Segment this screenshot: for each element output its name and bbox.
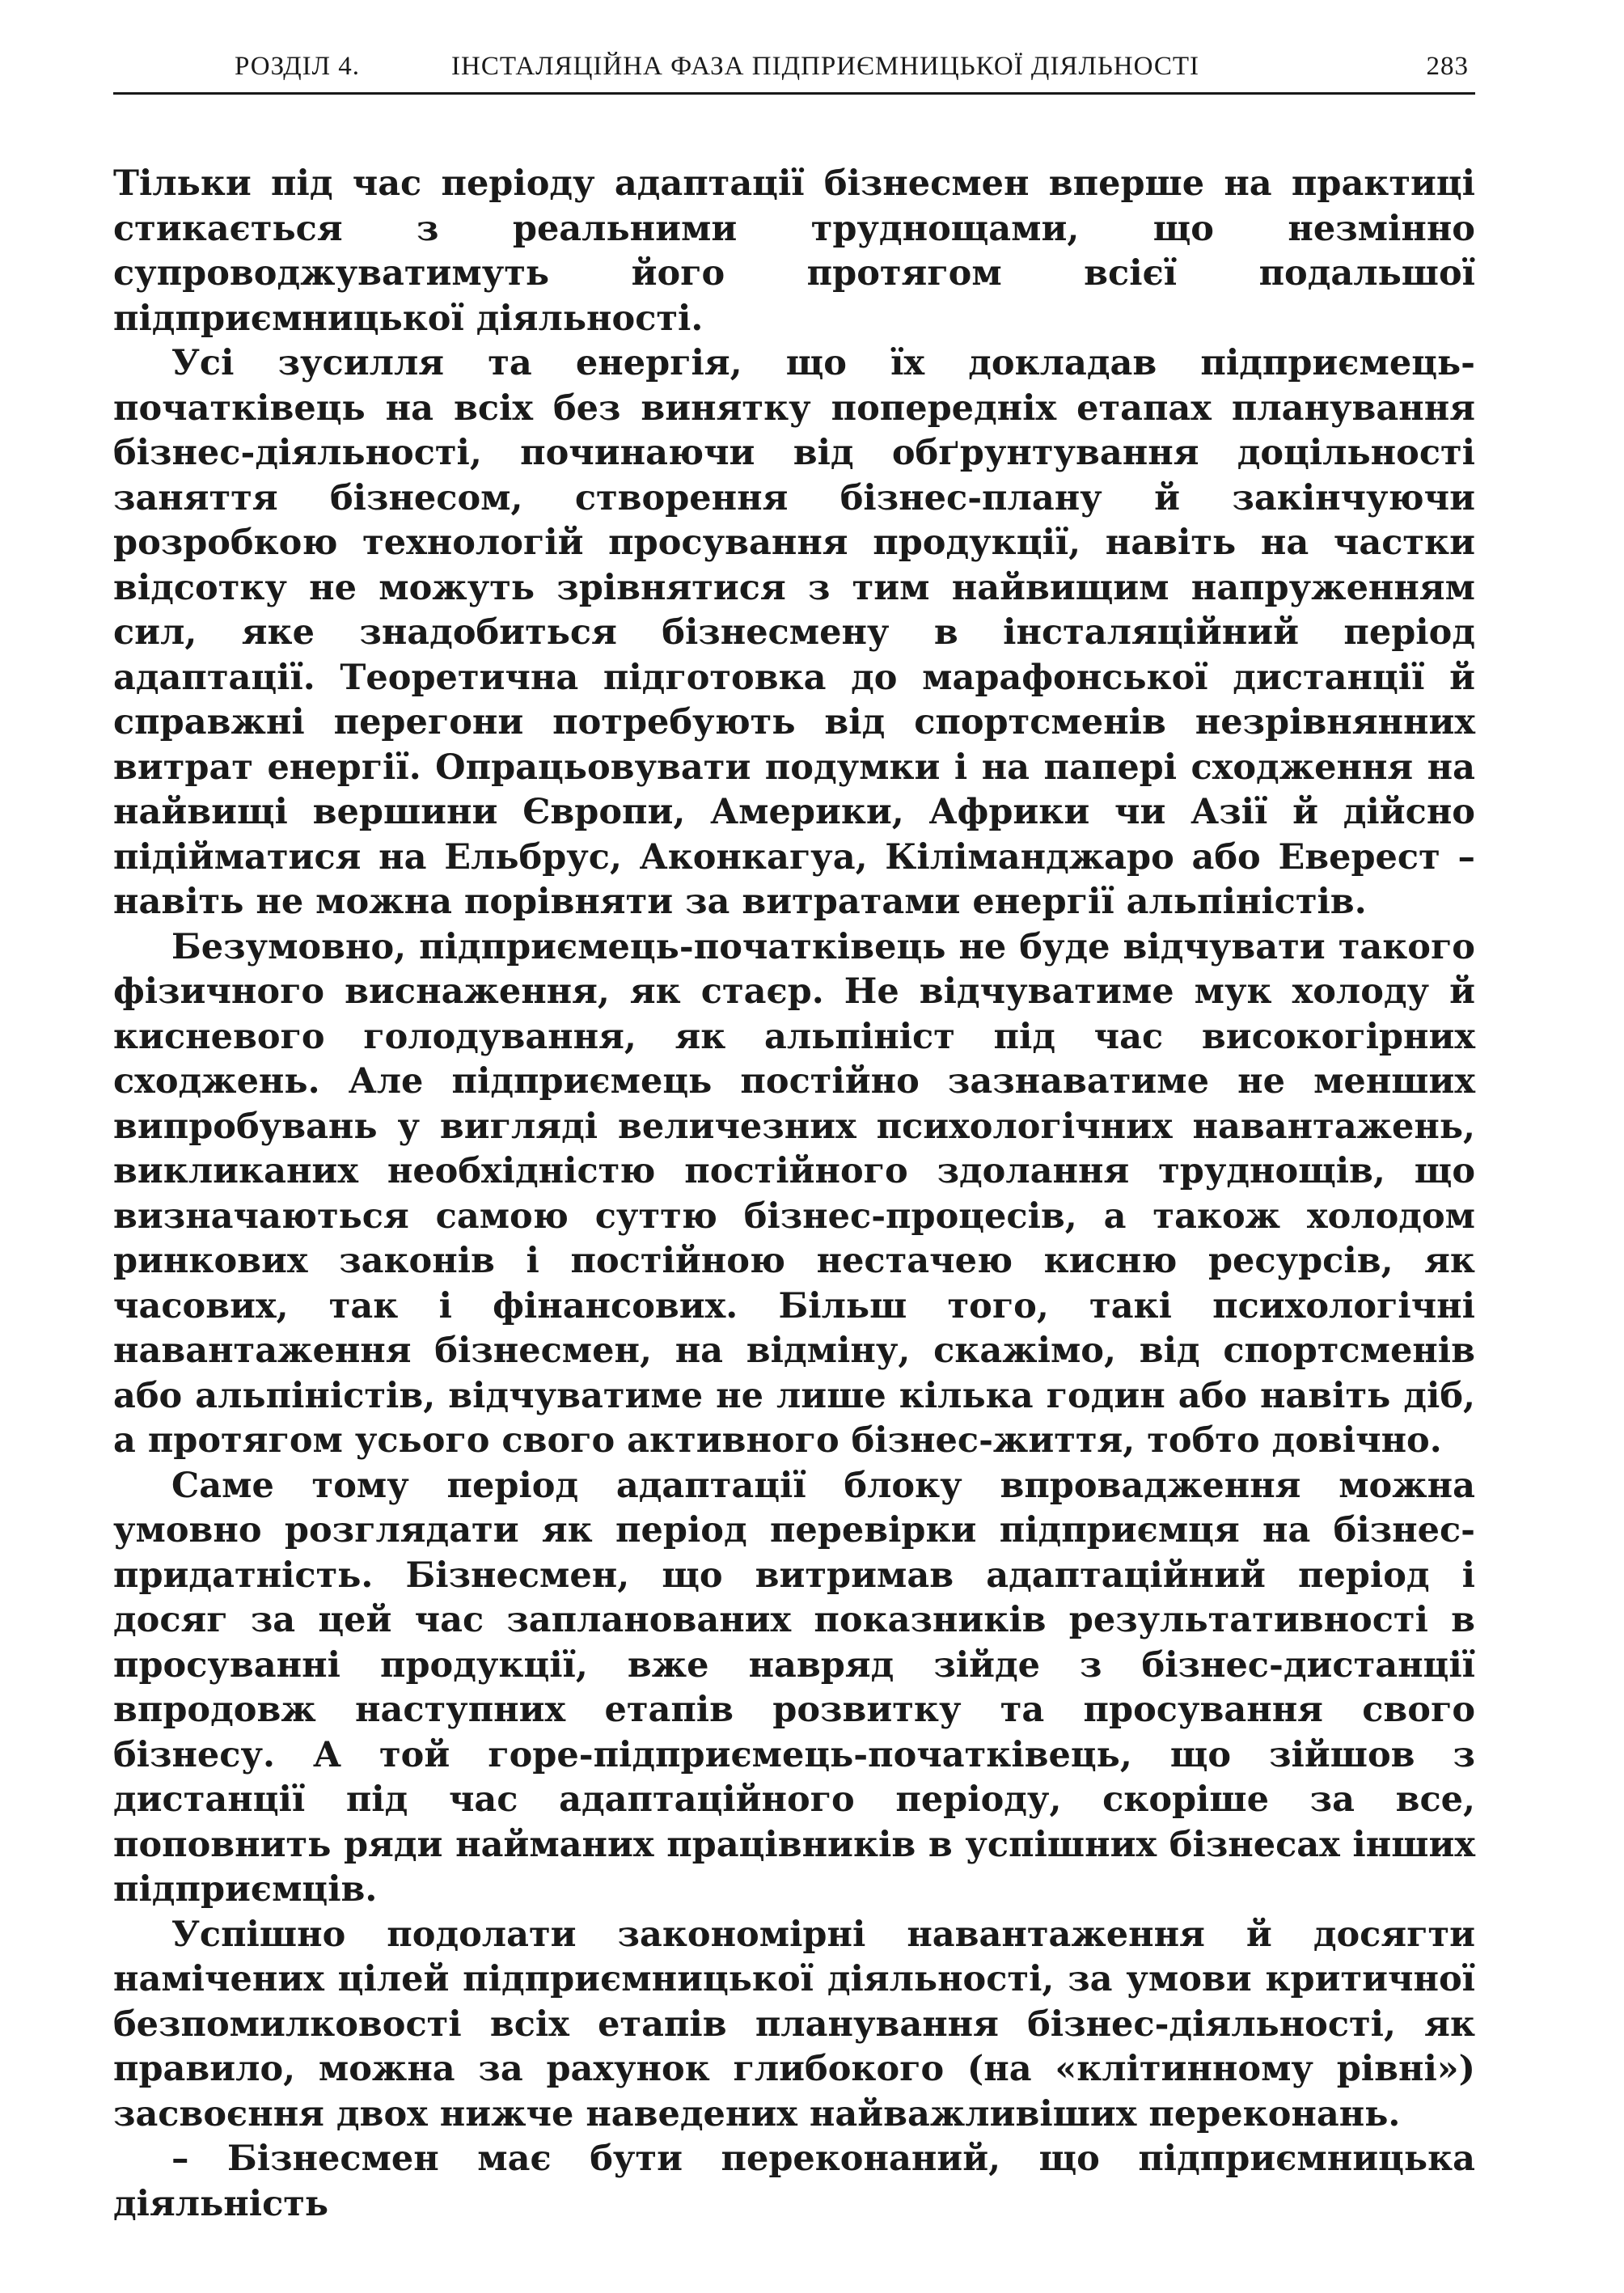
- paragraph-1: Тільки під час періоду адаптації бізнесмен вперше на практиці стикається з реальними труднощами, що незмінно супроводжуватимуть його протягом всієї подальшої підприємницької діяльності.: [113, 163, 1475, 339]
- paragraph-3: Безумовно, підприємець-початківець не буде відчувати такого фізичного виснаження, як стаєр. Не відчуватиме мук холоду й кисневого голодування, як альпініст під час високогірних сходжень. Але підприємець постійно зазнаватиме не менших випробувань у вигляді величезних психологічних навантажень, викликаних необхідністю постійного здолання труднощів, що визначаються самою суттю бізнес-процесів, а також холодом ринкових законів і постійною нестачею кисню ресурсів, як часових, так і фінансових. Більш того, такі психологічні навантаження бізнесмен, на відміну, скажімо, від спортсменів або альпіністів, відчуватиме не лише кілька годин або навіть діб, а протягом усього свого активного бізнес-життя, тобто довічно.: [113, 926, 1475, 1461]
- page-number: 283: [1426, 52, 1469, 81]
- chapter-label: РОЗДІЛ 4.: [235, 52, 360, 81]
- paragraph-2: Усі зусилля та енергія, що їх докладав підприємець-початківець на всіх без винятку попередніх етапах планування бізнес-діяльності, починаючи від обґрунтування доцільності заняття бізнесом, створення бізнес-плану й закінчуючи розробкою технологій просування продукції, навіть на частки відсотку не можуть зрівнятися з тим найвищим напруженням сил, яке знадобиться бізнесмену в інсталяційний період адаптації. Теоретична підготовка до марафонської дистанції й справжні перегони потребують від спортсменів незрівнянних витрат енергії. Опрацьовувати подумки і на папері сходження на найвищі вершини Європи, Америки, Африки чи Азії й дійсно підійматися на Ельбрус, Аконкагуа, Кіліманджаро або Еверест – навіть не можна порівняти за витратами енергії альпіністів.: [113, 343, 1475, 922]
- paragraph-6: – Бізнесмен має бути переконаний, що підприємницька діяльність: [113, 2139, 1475, 2224]
- paragraph-5: Успішно подолати закономірні навантаження й досягти намічених цілей підприємницької діяльності, за умови критичної безпомилковості всіх етапів планування бізнес-діяльності, як правило, можна за рахунок глибокого (на «клітинному рівні») засвоєння двох нижче наведених найважливіших переконань.: [113, 1914, 1475, 2134]
- body-text: [113, 162, 1475, 2227]
- chapter-title: ІНСТАЛЯЦІЙНА ФАЗА ПІДПРИЄМНИЦЬКОЇ ДІЯЛЬНОСТІ: [451, 52, 1199, 81]
- paragraph-4: Саме тому період адаптації блоку впровадження можна умовно розглядати як період перевірки підприємця на бізнес-придатність. Бізнесмен, що витримав адаптаційний період і досяг за цей час запланованих показників результативності в просуванні продукції, вже навряд зійде з бізнес-дистанції впродовж наступних етапів розвитку та просування свого бізнесу. А той горе-підприємець-початківець, що зійшов з дистанції під час адаптаційного періоду, скоріше за все, поповнить ряди найманих працівників в успішних бізнесах інших підприємців.: [113, 1465, 1475, 1910]
- book-page: [113, 0, 1475, 2293]
- running-header: [113, 47, 1475, 95]
